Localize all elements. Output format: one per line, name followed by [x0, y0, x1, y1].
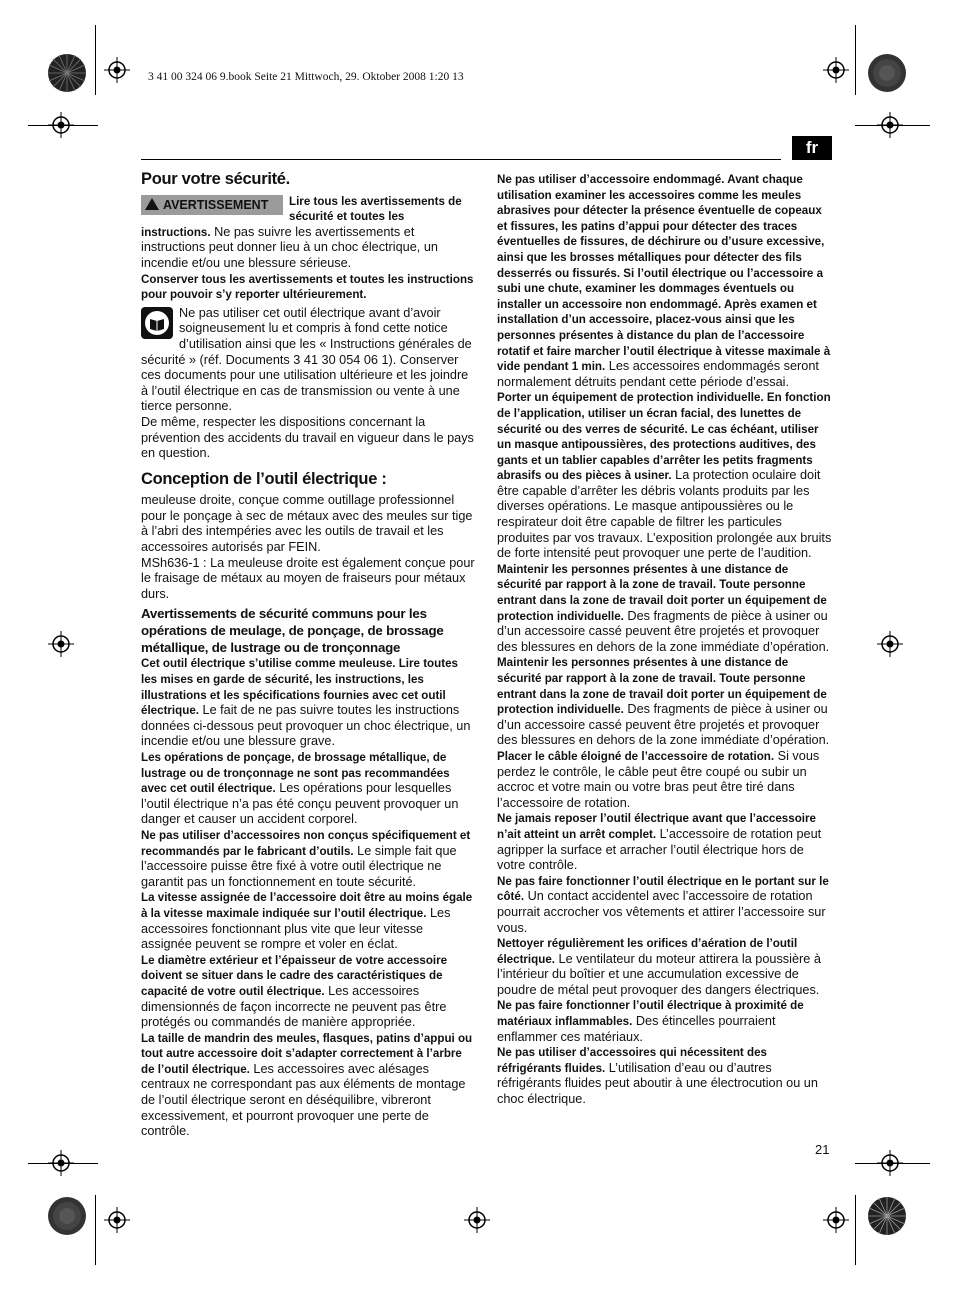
- registration-mark-icon: [48, 112, 74, 138]
- paragraph: [141, 1031, 477, 1140]
- paragraph: [141, 890, 477, 952]
- language-tab: fr: [792, 136, 832, 160]
- paragraph: Ne pas utiliser cet outil électrique avant d’avoir soigneusement lu et compris à fond cette notice d’utilisation ainsi que les « Instructions générales de sécurité » (réf. Documents 3 41 30 054 06 1). Conserver ces documents pour une utilisation ultérieure et les joindre à l’outil électrique en cas de transmission ou vente à une tierce personne.: [141, 305, 472, 414]
- registration-mark-icon: [104, 57, 130, 83]
- bold-run: Cet outil électrique s’utilise comme meuleuse. Lire toutes les mises en garde de sécurité, les instructions, les illustrations et les spécifications fournies avec cet outil électrique.: [141, 657, 458, 718]
- text-run: Les accessoires dimensionnés de façon incorrecte ne peuvent pas être protégés ou commandés de manière appropriée.: [141, 983, 447, 1030]
- bold-run: Porter un équipement de protection individuelle. En fonction de l’application, utiliser un écran facial, des lunettes de sécurité ou des verres de sécurité. Le cas échéant, utiliser un masque antipoussières, des protections auditives, des gants et un tablier capables d’arrêter les petits fragments abrasifs ou des pièces à usiner.: [497, 391, 831, 483]
- text-run: Un contact accidentel avec l’accessoire de rotation pourrait accrocher vos vêtements et attirer l’accessoire sur vous.: [497, 889, 826, 935]
- left-column: [141, 172, 477, 1140]
- register-disc-icon: [47, 53, 87, 93]
- warning-badge: [141, 195, 283, 215]
- paragraph: [497, 936, 833, 998]
- crop-line: [95, 25, 96, 95]
- bold-run: Maintenir les personnes présentes à une distance de sécurité par rapport à la zone de travail. Toute personne entrant dans la zone de travail doit porter un équipement de protection individuelle.: [497, 562, 827, 623]
- bold-run: Ne pas utiliser d’accessoire endommagé. Avant chaque utilisation examiner les accessoires comme les meules abrasives pour détecter la présence éventuelle de copeaux et fissures, les patins d’appui pour détecter des traces éventuelles de fissures, de déchirure ou d’usure excessive, ainsi que les brosses métalliques pour détecter des fils desserrés ou fissurés. Si l’outil électrique ou l’accessoire a subi une chute, examiner les dommages éventuels ou installer un accessoire non endommagé. Après examen et installation d’un accessoire, placez-vous ainsi que les personnes présentes à distance du plan de l’accessoire rotatif et faire marcher l’outil électrique à vitesse maximale à vide pendant 1 min.: [497, 173, 831, 374]
- bold-run: Ne jamais reposer l’outil électrique avant que l’accessoire n’ait atteint un arrêt complet.: [497, 812, 816, 841]
- registration-mark-icon: [877, 1150, 903, 1176]
- paragraph: [497, 874, 833, 936]
- registration-mark-icon: [877, 631, 903, 657]
- text-run: Des fragments de pièce à usiner ou d’un accessoire cassé peuvent être projetés et provoquer des blessures en dehors de la zone immédiate d’opération.: [497, 608, 830, 654]
- warning-label: AVERTISSEMENT: [163, 197, 269, 212]
- crop-line: [855, 25, 856, 95]
- bold-run: Placer le câble éloigné de l’accessoire de rotation.: [497, 749, 775, 763]
- text-run: L’utilisation d’eau ou d’autres réfrigérants fluides peut aboutir à une électrocution ou un choc électrique.: [497, 1060, 818, 1107]
- header-rule: [141, 159, 781, 160]
- registration-mark-icon: [464, 1207, 490, 1233]
- register-disc-icon: [47, 1196, 87, 1236]
- bold-run: Le diamètre extérieur et l’épaisseur de votre accessoire doivent se situer dans le cadre des caractéristiques de capacité de votre outil électrique.: [141, 953, 448, 998]
- paragraph: [497, 562, 833, 656]
- text-run: Les opérations pour lesquelles l’outil électrique n’a pas été conçu peuvent provoquer un danger et causer un accident corporel.: [141, 781, 459, 827]
- bold-run: Nettoyer régulièrement les orifices d’aération de l’outil électrique.: [497, 937, 798, 966]
- paragraph: [497, 998, 833, 1045]
- right-column: [497, 172, 833, 1108]
- paragraph: meuleuse droite, conçue comme outillage professionnel pour le ponçage à sec de métaux avec des meules sur tige à l’abri des intempéries avec les outils de travail et les accessoires autorisés par FEIN.: [141, 493, 473, 555]
- text-run: Si vous perdez le contrôle, le câble peut être coupé ou subir un accroc et votre main ou votre bras peut être tiré dans l’accessoire de rotation.: [497, 748, 820, 810]
- paragraph: [497, 811, 833, 873]
- read-manual-icon: [141, 307, 173, 339]
- text-run: L’accessoire de rotation peut agripper la surface et arracher l’outil électrique hors de votre contrôle.: [497, 826, 822, 873]
- registration-mark-icon: [48, 631, 74, 657]
- bold-run: Lire tous les avertissements de sécurité et toutes les instructions.: [141, 194, 462, 239]
- paragraph: [141, 953, 477, 1031]
- print-imprint: 3 41 00 324 06 9.book Seite 21 Mittwoch, 29. Oktober 2008 1:20 13: [148, 71, 464, 83]
- bold-run: Maintenir les personnes présentes à une distance de sécurité par rapport à la zone de travail. Toute personne entrant dans la zone de travail doit porter un équipement de protection individuelle.: [497, 656, 827, 717]
- paragraph: [497, 1045, 833, 1107]
- text-run: Le ventilateur du moteur attirera la poussière à l’intérieur du boîtier et une accumulation excessive de poudre de métal peut provoquer des dangers électriques.: [497, 951, 821, 997]
- crop-line: [95, 1195, 96, 1265]
- registration-mark-icon: [877, 112, 903, 138]
- text-run: Des fragments de pièce à usiner ou d’un accessoire cassé peuvent être projetés et provoquer des blessures en dehors de la zone immédiate d’opération.: [497, 702, 830, 748]
- paragraph: [497, 390, 833, 562]
- bold-run: La vitesse assignée de l’accessoire doit être au moins égale à la vitesse maximale indiquée sur l’outil électrique.: [141, 891, 473, 920]
- paragraph: [141, 656, 477, 750]
- bold-run: La taille de mandrin des meules, flasques, patins d’appui ou tout autre accessoire doit s’adapter correctement à l’arbre de l’outil électrique.: [141, 1031, 473, 1076]
- registration-mark-icon: [823, 1207, 849, 1233]
- bold-run: Ne pas utiliser d’accessoires non conçus spécifiquement et recommandés par le fabricant d’outils.: [141, 828, 471, 858]
- registration-mark-icon: [48, 1150, 74, 1176]
- bold-run: Les opérations de ponçage, de brossage métallique, de lustrage ou de tronçonnage ne sont pas recommandées avec cet outil électrique.: [141, 751, 450, 796]
- paragraph: [141, 828, 477, 890]
- bold-run: Ne pas faire fonctionner l’outil électrique en le portant sur le côté.: [497, 874, 829, 904]
- crop-line: [855, 1195, 856, 1265]
- paragraph: MSh636-1 : La meuleuse droite est également conçue pour le fraisage de métaux au moyen de fraiseurs pour métaux durs.: [141, 555, 475, 601]
- warning-triangle-icon: [145, 198, 159, 210]
- paragraph: [497, 172, 833, 390]
- paragraph: [141, 750, 477, 828]
- page-number: 21: [815, 1142, 830, 1157]
- paragraph: [497, 749, 833, 811]
- text-run: Des étincelles pourraient enflammer ces matériaux.: [497, 1014, 776, 1044]
- text-run: Le fait de ne pas suivre toutes les instructions données ci-dessous peut provoquer un choc électrique, un incendie et/ou une blessure grave.: [141, 703, 471, 749]
- text-run: Les accessoires fonctionnant plus vite que leur vitesse assignée peuvent se rompre et voler en éclat.: [141, 905, 451, 952]
- text-run: Le simple fait que l’accessoire puisse être fixé à votre outil électrique ne garantit pas un fonctionnement en toute sécurité.: [141, 843, 457, 889]
- bold-run: Ne pas faire fonctionner l’outil électrique à proximité de matériaux inflammables.: [497, 999, 804, 1029]
- text-run: La protection oculaire doit être capable d’arrêter les débris volants produits par les diverses opérations. Le masque antipoussières ou le respirateur doit être capable de filtrer les particules produites par vos travaux. L’exposition prolongée aux bruits de forte intensité peut provoquer une perte de l’audition.: [497, 468, 832, 561]
- text-run: Ne pas suivre les avertissements et instructions peut donner lieu à un choc électrique, un incendie et/ou une blessure sérieuse.: [141, 224, 438, 270]
- paragraph: De même, respecter les dispositions concernant la prévention des accidents du travail en vigueur dans le pays en question.: [141, 414, 474, 461]
- register-disc-icon: [867, 1196, 907, 1236]
- subsection-heading: Avertissements de sécurité communs pour les opérations de meulage, de ponçage, de brossage métallique, de lustrage ou de tronçonnage: [141, 606, 444, 656]
- registration-mark-icon: [104, 1207, 130, 1233]
- paragraph: Conserver tous les avertissements et toutes les instructions pour pouvoir s’y reporter ultérieurement.: [141, 272, 474, 302]
- section-heading-safety: Pour votre sécurité.: [141, 170, 290, 188]
- section-heading-design: Conception de l’outil électrique :: [141, 469, 387, 488]
- paragraph: [497, 655, 833, 749]
- bold-run: Ne pas utiliser d’accessoires qui nécessitent des réfrigérants fluides.: [497, 1046, 767, 1075]
- text-run: Les accessoires endommagés seront normalement détruits pendant cette période d’essai.: [497, 359, 819, 389]
- text-run: Les accessoires avec alésages centraux ne correspondant pas aux éléments de montage de l’outil électrique seront en déséquilibre, vibreront excessivement, et pourront provoquer une perte de contrôle.: [141, 1061, 466, 1139]
